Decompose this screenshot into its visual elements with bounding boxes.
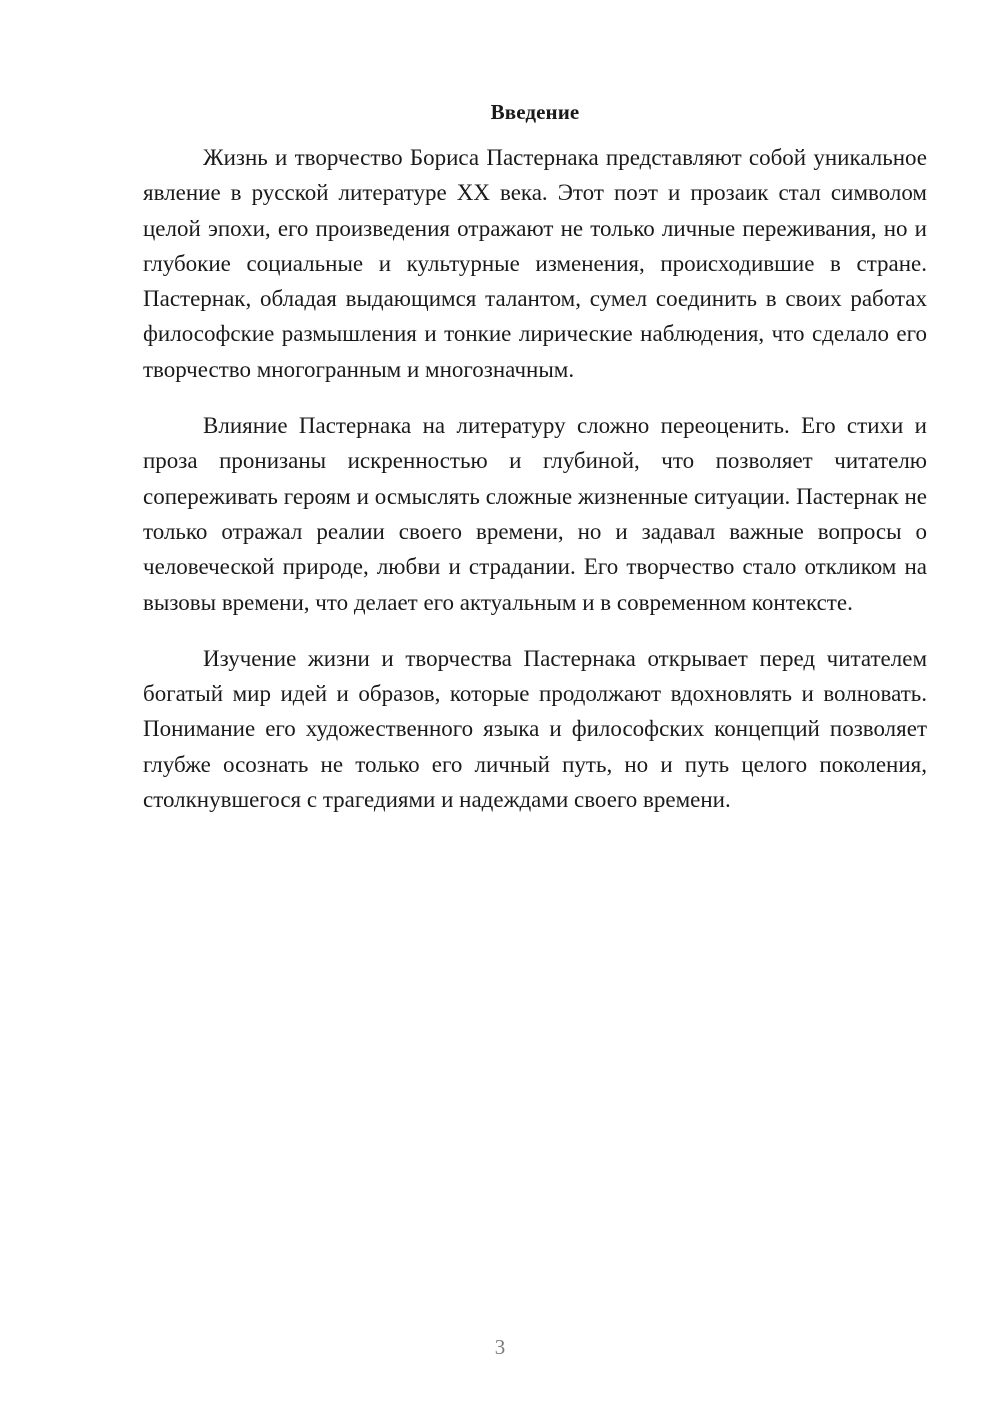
paragraph-3: Изучение жизни и творчества Пастернака открывает перед читателем богатый мир идей и образов, которые продолжают вдохновлять и волновать. Понимание его художественного языка и философских концепций позволяет глубже осознать не только его личный путь, но и путь целого поколения, столкнувшегося с трагедиями и надеждами своего времени. (143, 645, 927, 813)
paragraph-2: Влияние Пастернака на литературу сложно переоценить. Его стихи и проза пронизаны искренностью и глубиной, что позволяет читателю сопереживать героям и осмыслять сложные жизненные ситуации. Пастернак не только отражал реалии своего времени, но и задавал важные вопросы о человеческой природе, любви и страдании. Его творчество стало откликом на вызовы времени, что делает его актуальным и в современном контексте. (143, 413, 927, 615)
paragraph-1: Жизнь и творчество Бориса Пастернака представляют собой уникальное явление в русской литературе XX века. Этот поэт и прозаик стал символом целой эпохи, его произведения отражают не только личные переживания, но и глубокие социальные и культурные изменения, происходившие в стране. Пастернак, обладая выдающимся талантом, сумел соединить в своих работах философские размышления и тонкие лирические наблюдения, что сделало его творчество многогранным и многозначным. (143, 145, 927, 382)
page-number: 3 (494, 1335, 506, 1359)
page-content (143, 96, 927, 838)
section-title: Введение (490, 100, 580, 124)
